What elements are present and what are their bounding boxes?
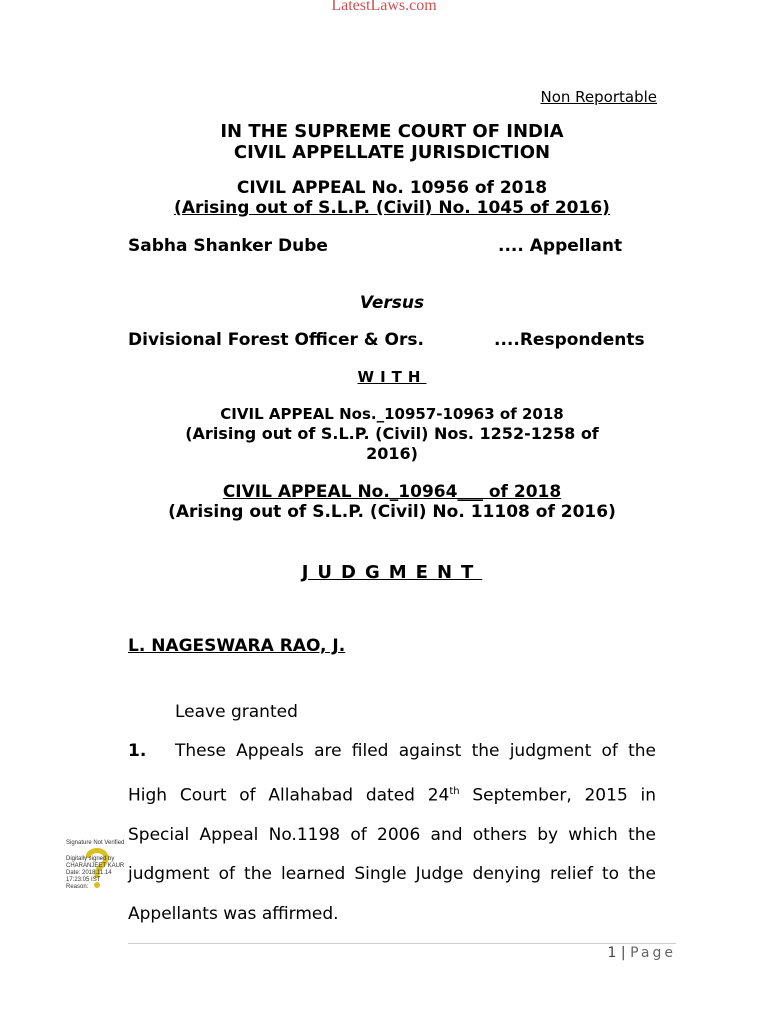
connected-appeal-1-title: CIVIL APPEAL Nos._10957-10963 of 2018 — [220, 405, 564, 423]
watermark: LatestLaws.com — [331, 0, 437, 14]
signature-status: Signature Not Verified — [66, 840, 125, 846]
jurisdiction: CIVIL APPELLATE JURISDICTION — [233, 142, 551, 163]
respondent-role: ....Respondents — [494, 330, 645, 350]
paragraph-1 — [128, 732, 656, 935]
signature-signer: CHARANJEET KAUR — [66, 863, 125, 869]
appellant-name: Sabha Shanker Dube — [128, 236, 328, 256]
respondent-name: Divisional Forest Officer & Ors. — [128, 330, 424, 350]
page-label: Page — [630, 945, 676, 961]
page-separator: | — [620, 945, 626, 961]
with-label: WITH — [357, 368, 427, 386]
footer-divider — [128, 943, 676, 944]
page-footer — [608, 945, 676, 961]
appellant-role: .... Appellant — [498, 236, 623, 256]
versus-label: Versus — [359, 293, 425, 313]
main-appeal-title: CIVIL APPEAL No. 10956 of 2018 — [236, 178, 548, 198]
reportable-label: Non Reportable — [540, 88, 657, 106]
court-name: IN THE SUPREME COURT OF INDIA — [220, 121, 564, 142]
signature-signed-by: Digitally signed by — [66, 856, 115, 862]
connected-appeal-1 — [128, 404, 656, 464]
connected-appeal-2 — [128, 482, 656, 522]
court-heading — [128, 121, 656, 163]
signature-date: Date: 2018.11.14 — [66, 870, 112, 876]
signature-reason: Reason: — [66, 884, 89, 890]
leave-granted: Leave granted — [175, 702, 298, 722]
connected-appeal-2-title: CIVIL APPEAL No._10964___ of 2018 — [222, 482, 562, 502]
connected-appeal-2-arising: (Arising out of S.L.P. (Civil) No. 11108 of 2016) — [168, 502, 616, 522]
judge-name: L. NAGESWARA RAO, J. — [128, 636, 346, 656]
main-appeal — [128, 178, 656, 218]
judgment-heading: JUDGMENT — [301, 562, 483, 583]
page-number: 1 — [607, 945, 617, 961]
main-appeal-arising: (Arising out of S.L.P. (Civil) No. 1045 of 2016) — [174, 198, 610, 218]
signature-time: 17:23:05 IST — [66, 877, 101, 883]
paragraph-text-a: These Appeals are filed against the judgment of the High Court of Allahabad dated 24 — [128, 741, 656, 806]
paragraph-text-b: September, 2015 in Special Appeal No.1198 of 2006 and others by which the judgment of the learned Single Judge denying relief to the Appellants was affirmed. — [128, 785, 657, 925]
digital-signature — [66, 840, 124, 891]
connected-appeal-1-arising: (Arising out of S.L.P. (Civil) Nos. 1252-1258 of — [185, 424, 599, 443]
ordinal-suffix: th — [449, 785, 460, 797]
paragraph-number: 1. — [128, 741, 147, 761]
connected-appeal-1-arising-cont: 2016) — [366, 444, 418, 463]
